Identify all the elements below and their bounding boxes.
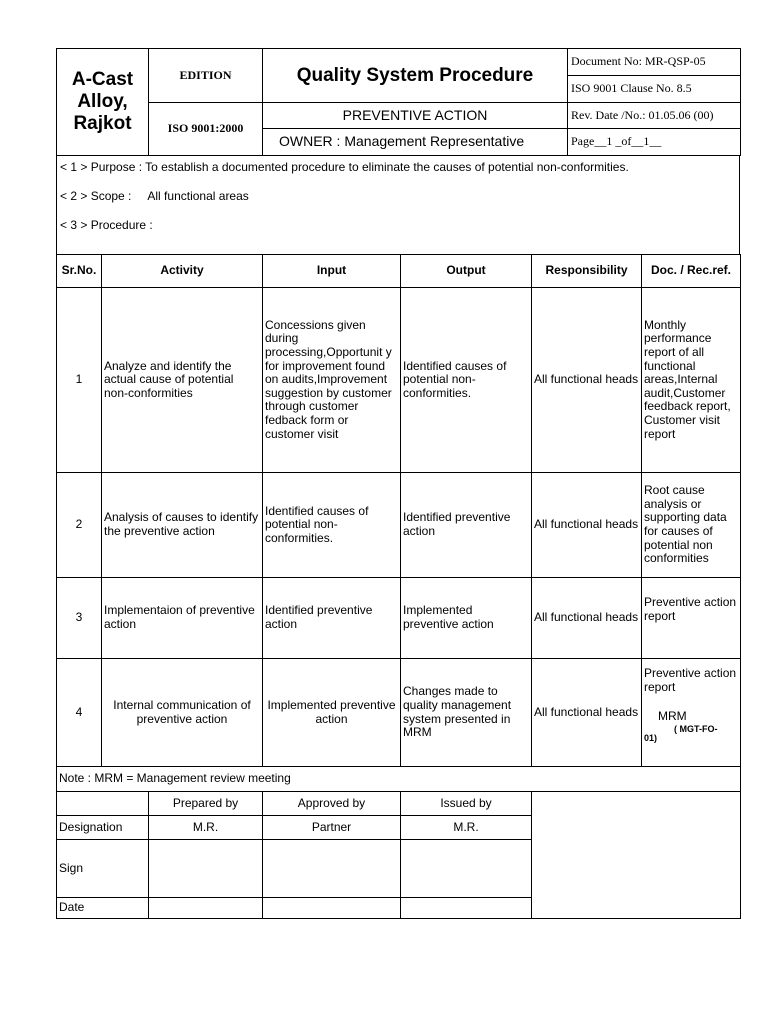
table-row <box>57 473 741 578</box>
edition-label: EDITION <box>149 49 263 103</box>
column-header: Approved by <box>263 792 401 816</box>
procedure-subtitle: PREVENTIVE ACTION <box>263 103 568 129</box>
designation-value: M.R. <box>149 816 263 840</box>
table-header-row <box>57 255 741 288</box>
input-cell: Concessions given during processing,Opportunit y for improvement found on audits,Improvement suggestion by customer through customer fedback form or customer visit <box>263 288 401 473</box>
page-number: Page__1 _of__1__ <box>568 129 741 156</box>
purpose-text: < 1 > Purpose : To establish a documented procedure to eliminate the causes of potential non-conformities. <box>60 160 629 174</box>
document-number: Document No: MR-QSP-05 <box>568 49 741 76</box>
doc-ref-code: ( MGT-FO- <box>674 723 718 734</box>
table-note: Note : MRM = Management review meeting <box>57 767 741 792</box>
activity-cell: Analyze and identify the actual cause of potential non-conformities <box>102 288 263 473</box>
responsibility-cell: All functional heads <box>532 473 642 578</box>
sign-field <box>263 840 401 898</box>
date-field <box>263 898 401 919</box>
intro-table <box>56 155 740 255</box>
output-cell: Identified preventive action <box>401 473 532 578</box>
column-header: Input <box>263 255 401 288</box>
procedure-heading: < 3 > Procedure : <box>60 218 153 232</box>
company-line: A-Cast <box>71 69 134 90</box>
column-header: Sr.No. <box>57 255 102 288</box>
input-cell: Implemented preventive action <box>263 659 401 767</box>
sign-field <box>401 840 532 898</box>
company-line: Alloy, <box>77 91 128 112</box>
iso-clause: ISO 9001 Clause No. 8.5 <box>568 76 741 103</box>
document-page <box>56 48 740 919</box>
row-label: Sign <box>57 840 149 898</box>
page-title: Quality System Procedure <box>263 49 568 103</box>
row-label: Designation <box>57 816 149 840</box>
activity-cell: Analysis of causes to identify the preventive action <box>102 473 263 578</box>
sr-no: 1 <box>57 288 102 473</box>
sign-field <box>149 840 263 898</box>
edition-value: ISO 9001:2000 <box>149 103 263 156</box>
sr-no: 2 <box>57 473 102 578</box>
signature-blank-area <box>532 792 741 919</box>
column-header: Responsibility <box>532 255 642 288</box>
output-cell: Changes made to quality management system presented in MRM <box>401 659 532 767</box>
table-row <box>57 578 741 659</box>
sr-no: 4 <box>57 659 102 767</box>
activity-cell: Internal communication of preventive action <box>102 659 263 767</box>
doc-ref-text: Preventive action report <box>644 666 737 694</box>
column-header: Issued by <box>401 792 532 816</box>
scope-value: All functional areas <box>147 189 249 203</box>
date-field <box>149 898 263 919</box>
scope-line <box>60 189 736 203</box>
intro-cell <box>57 156 740 255</box>
sr-no: 3 <box>57 578 102 659</box>
designation-value: Partner <box>263 816 401 840</box>
input-cell: Identified causes of potential non-conformities. <box>263 473 401 578</box>
signature-corner <box>57 792 149 816</box>
owner: OWNER : Management Representative <box>263 129 568 156</box>
table-row <box>57 659 741 767</box>
doc-ref-cell <box>642 659 741 767</box>
column-header: Output <box>401 255 532 288</box>
output-cell: Implemented preventive action <box>401 578 532 659</box>
doc-ref-cell: Monthly performance report of all functional areas,Internal audit,Customer feedback report, Customer visit report <box>642 288 741 473</box>
date-field <box>401 898 532 919</box>
doc-ref-code-tail: 01) <box>644 732 658 743</box>
doc-ref-cell: Root cause analysis or supporting data for causes of potential non conformities <box>642 473 741 578</box>
table-row <box>57 288 741 473</box>
revision-date: Rev. Date /No.: 01.05.06 (00) <box>568 103 741 129</box>
column-header: Doc. / Rec.ref. <box>642 255 741 288</box>
doc-ref-mrm: MRM <box>658 709 687 724</box>
doc-ref-cell: Preventive action report <box>642 578 741 659</box>
responsibility-cell: All functional heads <box>532 578 642 659</box>
column-header: Activity <box>102 255 263 288</box>
output-cell: Identified causes of potential non-conformities. <box>401 288 532 473</box>
responsibility-cell: All functional heads <box>532 659 642 767</box>
input-cell: Identified preventive action <box>263 578 401 659</box>
scope-label: < 2 > Scope : <box>60 189 132 203</box>
company-line: Rajkot <box>73 113 132 134</box>
procedure-table <box>56 254 741 792</box>
activity-cell: Implementaion of preventive action <box>102 578 263 659</box>
column-header: Prepared by <box>149 792 263 816</box>
responsibility-cell: All functional heads <box>532 288 642 473</box>
company-name <box>57 49 149 156</box>
header-table <box>56 48 741 156</box>
row-label: Date <box>57 898 149 919</box>
designation-value: M.R. <box>401 816 532 840</box>
signature-table <box>56 791 741 919</box>
